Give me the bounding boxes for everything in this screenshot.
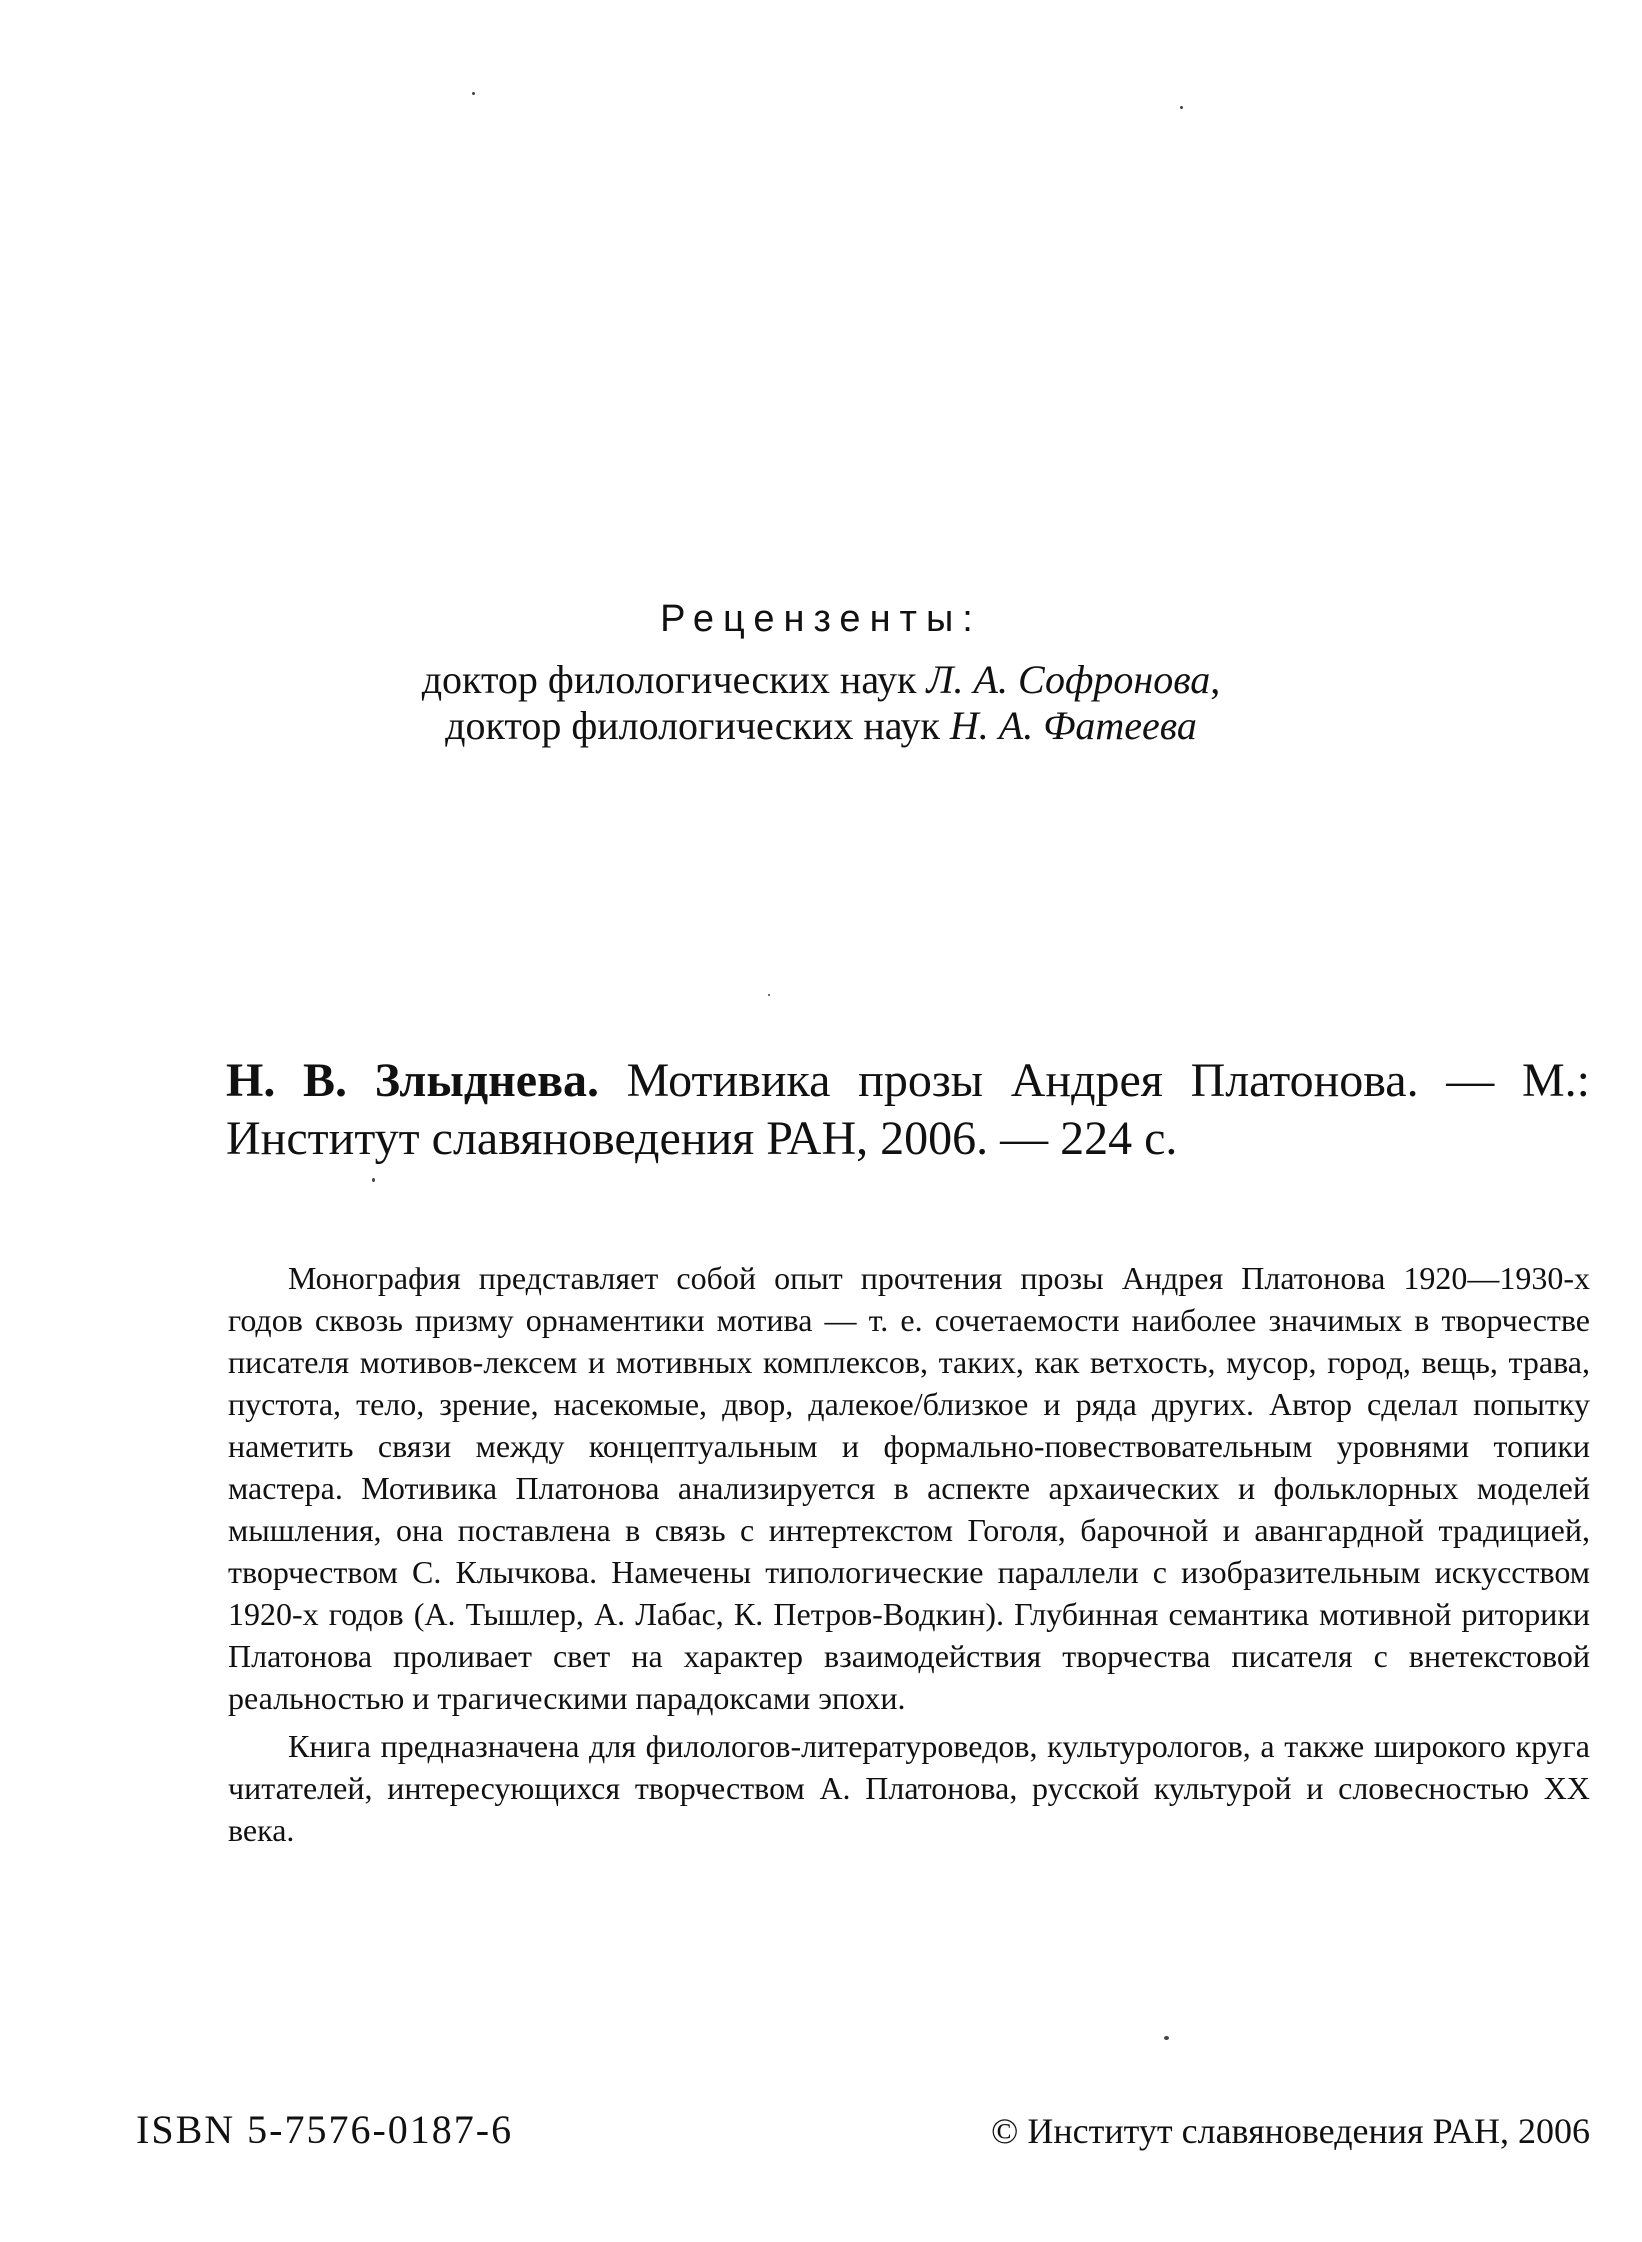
scan-speck [372,1178,375,1182]
reviewers-heading: Рецензенты: [660,598,982,640]
scan-speck [768,994,770,996]
reviewer-name: Н. А. Фатеева [949,703,1197,748]
bibliographic-citation [226,1052,1590,1168]
reviewer-degree: доктор филологических наук [445,703,950,748]
annotation [228,1257,1590,1851]
scan-speck [1164,2036,1169,2040]
citation-author: Н. В. Злыднева. [226,1054,599,1107]
reviewer-line [0,702,1642,750]
annotation-paragraph: Книга предназначена для филологов-литературоведов, культурологов, а также широкого круга читателей, интересующихся творчеством А. Платонова, русской культурой и словесностью XX века. [228,1728,1590,1848]
scan-speck [472,92,475,95]
isbn: ISBN 5-7576-0187-6 [136,2107,514,2152]
reviewer-line [0,656,1642,704]
reviewer-name: Л. А. Софронова [926,657,1211,702]
reviewer-punct: , [1210,657,1221,702]
citation-text: Мотивика прозы Андрея Платонова. — М.: Институт славяноведения РАН, 2006. — 224 с. [226,1054,1590,1165]
reviewer-degree: доктор филологических наук [421,657,927,702]
annotation-paragraph: Монография представляет собой опыт прочтения прозы Андрея Платонова 1920—1930-х годов сквозь призму орнаментики мотива — т. е. сочетаемости наиболее значимых в творчестве писателя мотивов-лексем и мотивных комплексов, таких, как ветхость, мусор, город, вещь, трава, пустота, тело, зрение, насекомые, двор, далекое/близкое и ряда других. Автор сделал попытку наметить связи между концептуальным и формально-повествовательным уровнями топики мастера. Мотивика Платонова анализируется в аспекте архаических и фольклорных моделей мышления, она поставлена в связь с интертекстом Гоголя, барочной и авангардной традицией, творчеством С. Клычкова. Намечены типологические параллели с изобразительным искусством 1920-х годов (А. Тышлер, А. Лабас, К. Петров-Водкин). Глубинная семантика мотивной риторики Платонова проливает свет на характер взаимодействия творчества писателя с внетекстовой реальностью и трагическими парадоксами эпохи. [228,1260,1590,1716]
copyright: © Институт славяноведения РАН, 2006 [991,2111,1590,2151]
scan-speck [1180,106,1183,109]
